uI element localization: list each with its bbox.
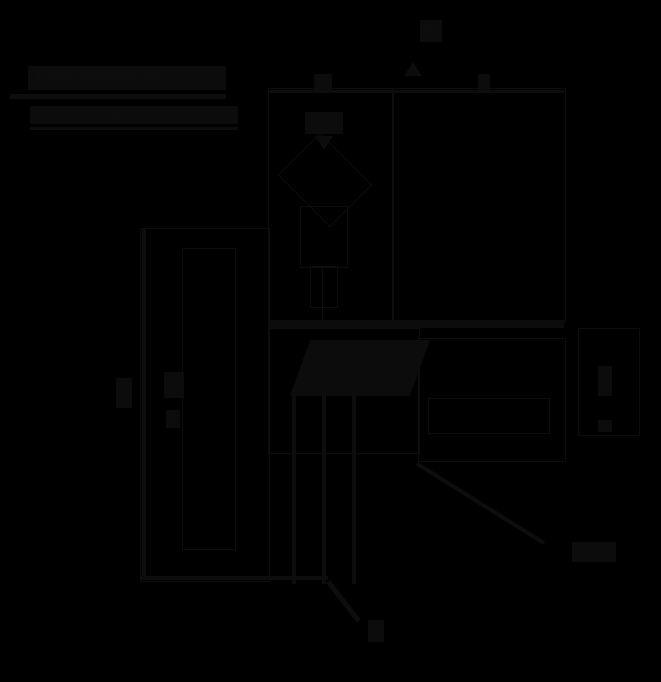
center-sub-node xyxy=(300,206,348,268)
bottom-stem-label: S xyxy=(371,624,378,634)
center-chevron-label: V xyxy=(318,116,325,126)
right-badge-top-label: R xyxy=(600,370,607,380)
top-right-marker-label: B xyxy=(427,24,435,36)
top-right-label: L xyxy=(480,76,486,86)
vertical-stem xyxy=(326,580,361,622)
right-lower-inner xyxy=(428,398,550,434)
center-stack-node xyxy=(310,266,338,308)
caption-label: system block diagram xyxy=(36,110,124,120)
right-badge-bottom-label: r xyxy=(600,420,603,430)
main-left-bottom-rule xyxy=(140,576,328,580)
title-bar-label: Architecture Overview xyxy=(34,70,162,85)
upper-panel-top-rule xyxy=(268,90,564,93)
lower-block xyxy=(290,340,430,396)
left-badge-3-label: 3 xyxy=(168,412,174,422)
top-triangle-icon xyxy=(404,62,422,76)
main-right-panel xyxy=(392,88,566,322)
center-rail-right xyxy=(352,396,356,584)
mid-band-rule xyxy=(268,320,564,328)
left-inner-panel xyxy=(182,248,236,550)
center-rail-left xyxy=(292,396,296,584)
caption-underline xyxy=(30,127,238,130)
left-badge-2-label: 2 xyxy=(169,376,175,386)
diagonal-connector xyxy=(416,462,545,545)
left-badge-1-label: 1 xyxy=(120,382,126,392)
bottom-right-tag-label: tag xyxy=(578,546,591,556)
title-underline xyxy=(10,94,226,99)
center-rail-mid xyxy=(322,396,326,584)
top-center-label: A xyxy=(318,76,325,86)
center-vertical-connector xyxy=(322,266,323,320)
main-left-edge xyxy=(142,228,146,580)
